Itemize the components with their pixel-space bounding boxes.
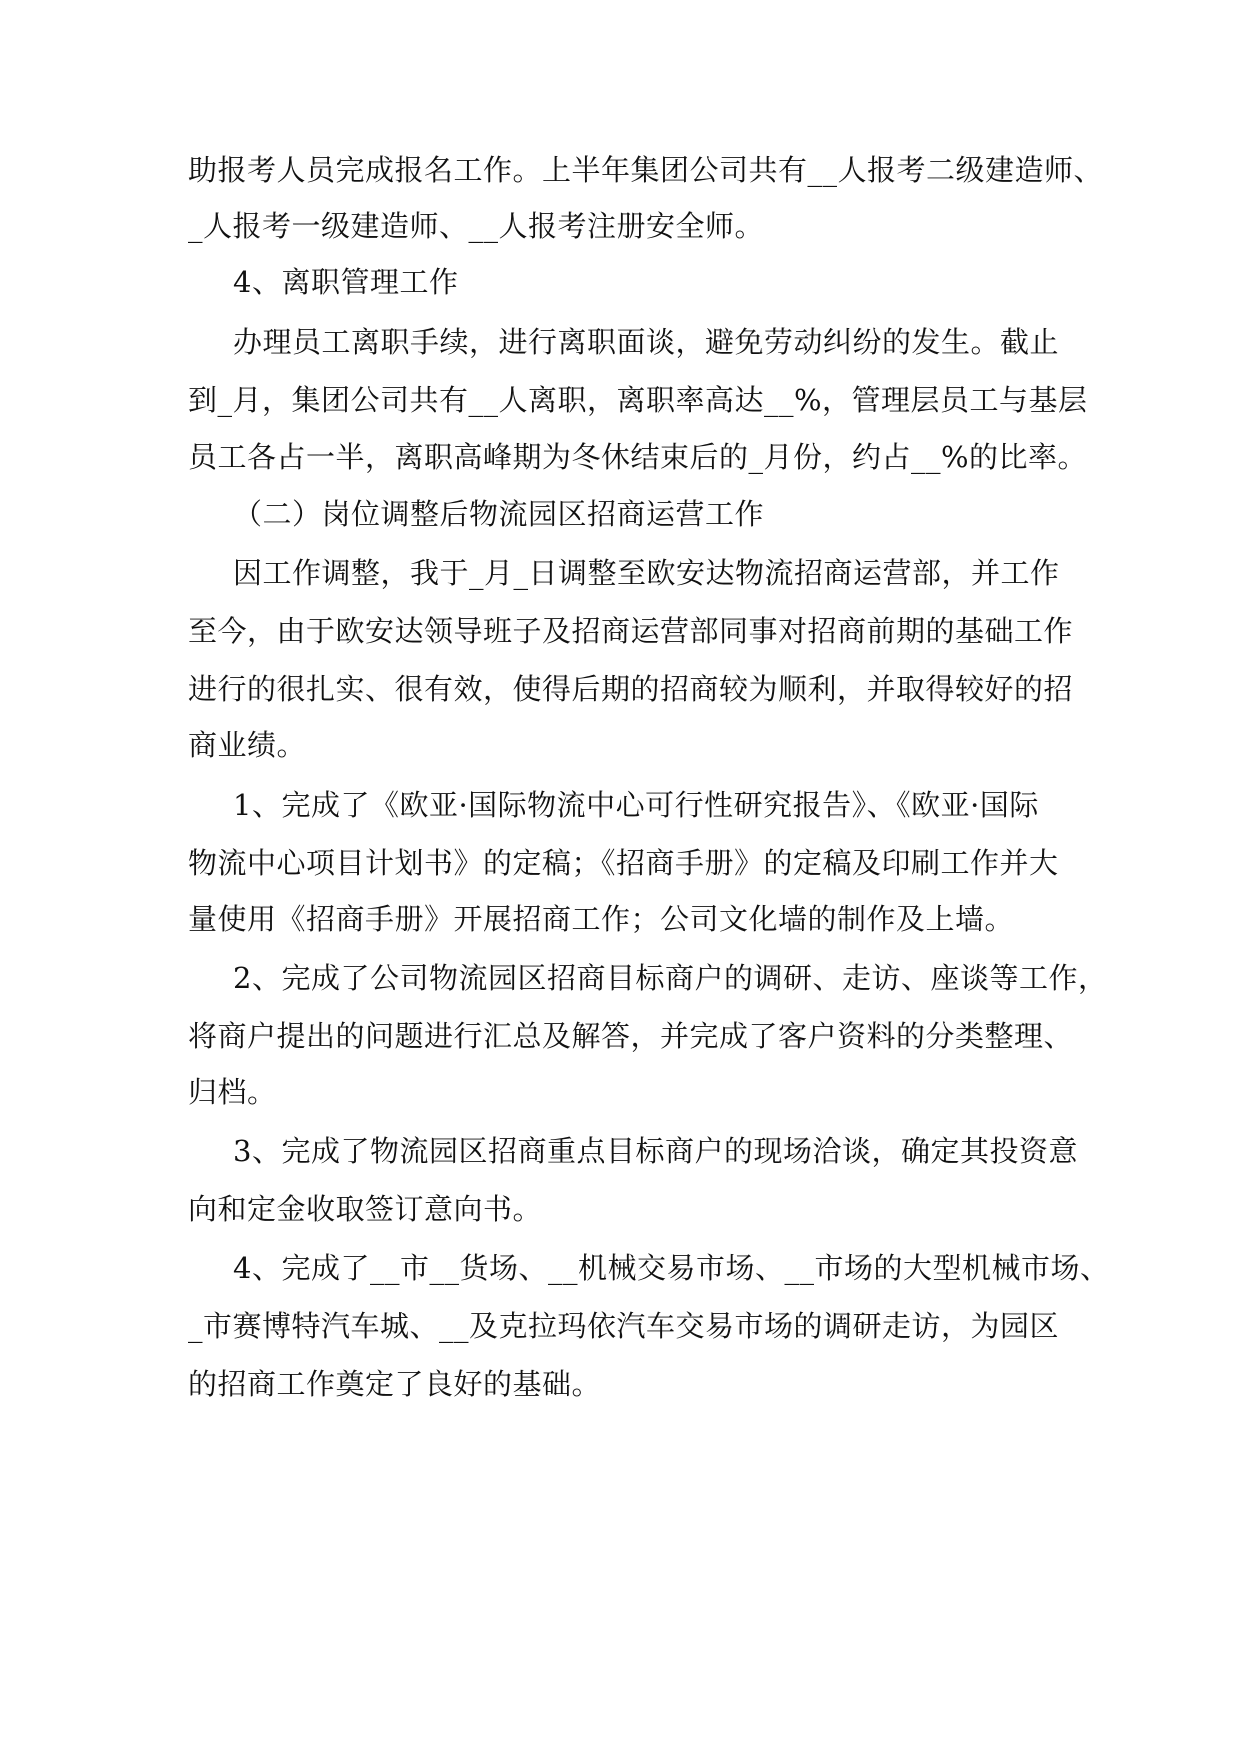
section-heading: 4、离职管理工作 [233, 265, 459, 299]
paragraph-line: 到_月，集团公司共有__人离职，离职率高达__%，管理层员工与基层 [188, 383, 1088, 417]
paragraph-line: 至今，由于欧安达领导班子及招商运营部同事对招商前期的基础工作 [188, 614, 1074, 648]
paragraph-line: 归档。 [188, 1075, 277, 1109]
paragraph-line: 进行的很扎实、很有效，使得后期的招商较为顺利，并取得较好的招 [188, 672, 1074, 706]
paragraph-line: _人报考一级建造师、__人报考注册安全师。 [188, 209, 765, 243]
list-item: 1、完成了《欧亚·国际物流中心可行性研究报告》、《欧亚·国际 [233, 788, 1039, 822]
list-item: 3、完成了物流园区招商重点目标商户的现场洽谈，确定其投资意 [233, 1134, 1078, 1168]
paragraph-line: 员工各占一半，离职高峰期为冬休结束后的_月份，约占__%的比率。 [188, 440, 1088, 474]
paragraph-line: 因工作调整，我于_月_日调整至欧安达物流招商运营部，并工作 [233, 556, 1060, 590]
paragraph-line: 的招商工作奠定了良好的基础。 [188, 1367, 602, 1401]
list-item: 4、完成了__市__货场、__机械交易市场、__市场的大型机械市场、 [233, 1251, 1110, 1285]
paragraph-line: 物流中心项目计划书》的定稿；《招商手册》的定稿及印刷工作并大 [188, 846, 1059, 880]
paragraph-line: 将商户提出的问题进行汇总及解答，并完成了客户资料的分类整理、 [188, 1019, 1074, 1053]
section-heading: （二）岗位调整后物流园区招商运营工作 [233, 497, 765, 531]
paragraph-line: 办理员工离职手续，进行离职面谈，避免劳动纠纷的发生。截止 [233, 325, 1060, 359]
paragraph-line: 向和定金收取签订意向书。 [188, 1192, 543, 1226]
paragraph-line: 助报考人员完成报名工作。上半年集团公司共有__人报考二级建造师、 [188, 153, 1104, 187]
paragraph-line: _市赛博特汽车城、__及克拉玛依汽车交易市场的调研走访，为园区 [188, 1309, 1060, 1343]
list-item: 2、完成了公司物流园区招商目标商户的调研、走访、座谈等工作， [233, 961, 1108, 995]
paragraph-line: 商业绩。 [188, 728, 307, 762]
paragraph-line: 量使用《招商手册》开展招商工作；公司文化墙的制作及上墙。 [188, 902, 1015, 936]
